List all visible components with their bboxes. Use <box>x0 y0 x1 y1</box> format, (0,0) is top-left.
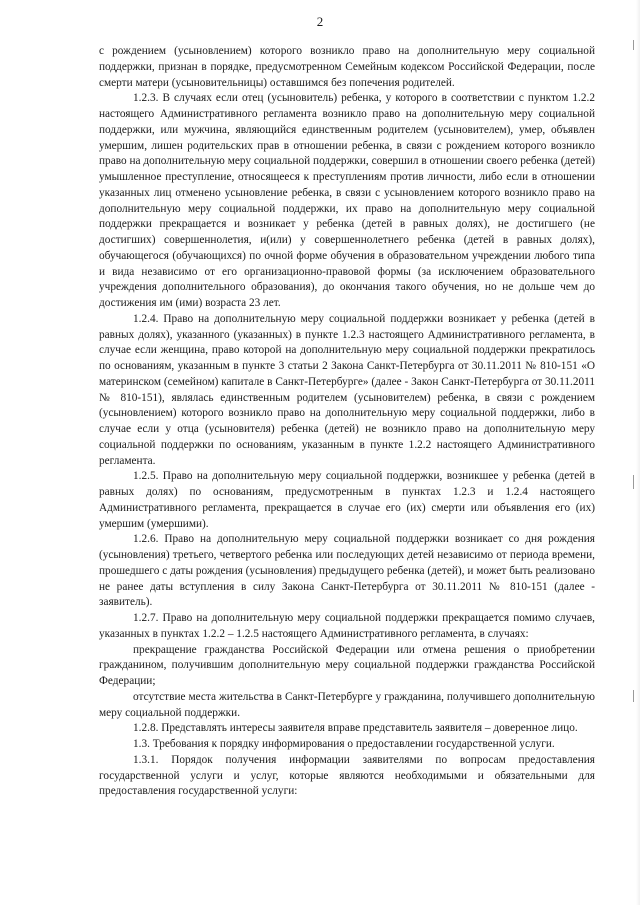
paragraph-1-2-3: 1.2.3. В случаях если отец (усыновитель) ребенка, у которого в соответствии с пунктом 1.2.2 настоящего Административного регламента возникло право на дополнительную меру социальной поддержки, или мужчина, являющийся единственным родителем (усыновителем), умер, объявлен умершим, лишен родительских прав в отношении ребенка, в связи с рождением которого возникло право на дополнительную меру социальной поддержки, совершил в отношении своего ребенка (детей) умышленное преступление, относящееся к преступлениям против личности, либо если в отношении указанных лиц отменено усыновление ребенка, в связи с усыновлением которого возникло право на дополнительную меру социальной поддержки, их право на дополнительную меру социальной поддержки прекращается и возникает у ребенка (детей в равных долях), не достигшего (не достигших) совершеннолетия, и(или) у совершеннолетнего ребенка (детей в равных долях), обучающегося (обучающихся) по очной форме обучения в образовательном учреждении любого типа и вида независимо от его организационно-правовой формы (за исключением образовательного учреждения дополнительного образования), до окончания такого обучения, но не дольше чем до достижения им (ими) возраста 23 лет. <box>99 92 595 309</box>
page-number: 2 <box>316 14 324 29</box>
scan-edge-shadow <box>636 0 640 905</box>
paragraph-1-2-8: 1.2.8. Представлять интересы заявителя вправе представитель заявителя – доверенное лицо. <box>133 722 578 735</box>
paragraph-1-2-6: 1.2.6. Право на дополнительную меру социальной поддержки возникает со дня рождения (усыновления) третьего, четвертого ребенка или последующих детей независимо от периода времени, прошедшего с даты рождения (усыновления) предыдущего ребенка (детей), и может быть реализовано не ранее даты вступления в силу Закона Санкт-Петербурга от 30.11.2011 № 810-151 (далее - заявитель). <box>99 533 595 609</box>
paragraph-1-2-7-case-citizenship: прекращение гражданства Российской Федерации или отмена решения о приобретении гражданином, получившим дополнительную меру социальной поддержки гражданства Российской Федерации; <box>99 643 595 687</box>
document-body <box>99 44 595 800</box>
paragraph-1-2-2-continuation: с рождением (усыновлением) которого возникло право на дополнительную меру социальной поддержки, признан в порядке, предусмотренном Семейным кодексом Российской Федерации, после смерти матери (усыновительницы) оставшимся без попечения родителей. <box>99 45 595 89</box>
paragraph-1-3: 1.3. Требования к порядку информирования о предоставлении государственной услуги. <box>133 738 555 750</box>
paragraph-1-3-1: 1.3.1. Порядок получения информации заявителями по вопросам предоставления государственной услуги и услуг, которые являются необходимыми и обязательными для предоставления государственной услуги: <box>99 753 595 798</box>
paragraph-1-2-7: 1.2.7. Право на дополнительную меру социальной поддержки прекращается помимо случаев, указанных в пунктах 1.2.2 – 1.2.5 настоящего Административного регламента, в случаях: <box>99 612 595 640</box>
paragraph-1-2-7-case-residence: отсутствие места жительства в Санкт-Петербурге у гражданина, получившего дополнительную меру социальной поддержки. <box>99 690 595 719</box>
scan-mark <box>633 475 634 489</box>
scan-mark <box>633 40 634 50</box>
paragraph-1-2-4: 1.2.4. Право на дополнительную меру социальной поддержки возникает у ребенка (детей в равных долях), указанного (указанных) в пункте 1.2.3 настоящего Административного регламента, в случае если женщина, право которой на дополнительную меру социальной поддержки прекратилось по основаниям, указанным в пункте 3 статьи 2 Закона Санкт-Петербурга от 30.11.2011 № 810-151 «О материнском (семейном) капитале в Санкт-Петербурге» (далее - Закон Санкт-Петербурга от 30.11.2011 № 810-151), являлась единственным родителем (усыновителем) ребенка, в связи с рождением (усыновлением) которого возникло право на дополнительную меру социальной поддержки, либо в случае если у отца (усыновителя) ребенка (детей) не возникло право на дополнительную меру социальной поддержки по основаниям, указанным в пункте 1.2.2 настоящего Административного регламента. <box>99 312 595 467</box>
scan-mark <box>633 690 634 702</box>
paragraph-1-2-5: 1.2.5. Право на дополнительную меру социальной поддержки, возникшее у ребенка (детей в равных долях) по основаниям, предусмотренным в пунктах 1.2.3 и 1.2.4 настоящего Административного регламента, прекращается в случае его (их) смерти или объявления его (их) умершим (умершими). <box>99 470 595 530</box>
